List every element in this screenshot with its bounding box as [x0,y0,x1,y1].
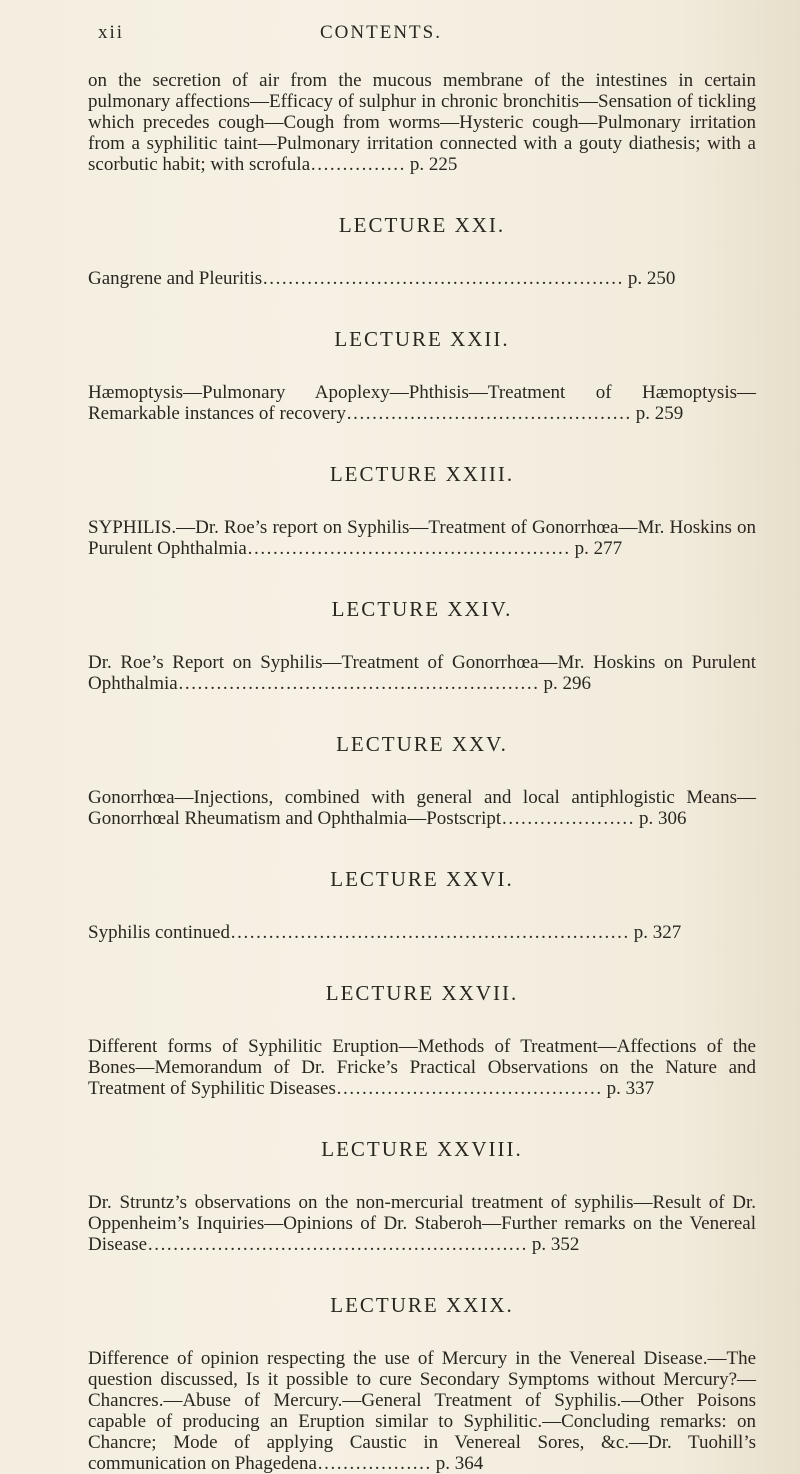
entry-text: Gonorrhœa—Injections, combined with general and local antiphlogistic Means—Gonorrhœal Rheumatism and Ophthalmia—Postscript………………… [88,787,756,829]
intro-entry [88,70,756,175]
page-header [60,22,740,46]
entry-page: p. 337 [606,1078,655,1099]
entry-text: Difference of opinion respecting the use of Mercury in the Venereal Disease.—The question discussed, Is it possible to cure Secondary Symptoms without Mercury?—Chancres.—Abuse of Mercury.—General Treatment of Syphilis.—Other Poisons capable of producing an Eruption similar to Syphilitic.—Concluding remarks: on Chancre; Mode of applying Caustic in Venereal Sores, &c.—Dr. Tuohill’s communication on Phagedena……………… [88,1348,756,1474]
lecture-heading: LECTURE XXI. [338,213,506,237]
lecture-entry [88,922,756,943]
entry-text: Dr. Roe’s Report on Syphilis—Treatment of Gonorrhœa—Mr. Hoskins on Purulent Ophthalmia………………………………………………… [88,652,756,694]
entry-page: p. 259 [635,403,684,424]
lecture-entry [88,1348,756,1474]
lecture-heading: LECTURE XXVIII. [321,1137,523,1161]
entry-text: on the secretion of air from the mucous membrane of the intestines in certain pulmonary affections—Efficacy of sulphur in chronic bronchitis—Sensation of tickling which precedes cough—Cough from worms—Hysteric cough—Pulmonary irritation from a syphilitic taint—Pulmonary irritation connected with a gouty diathesis; with a scorbutic habit; with scrofula…………… [88,70,756,175]
contents-body [88,70,756,1474]
page-number: xii [98,22,125,43]
lecture-heading: LECTURE XXII. [334,327,510,351]
lecture-entry [88,268,756,289]
lecture-heading: LECTURE XXIX. [330,1293,514,1317]
entry-page: p. 277 [574,538,623,559]
entry-page: p. 364 [435,1453,484,1474]
lecture-entry [88,517,756,559]
entry-text: Gangrene and Pleuritis………………………………………………… [88,268,624,289]
lecture-heading: LECTURE XXV. [336,732,508,756]
entry-text: Dr. Struntz’s observations on the non-mercurial treatment of syphilis—Result of Dr. Oppenheim’s Inquiries—Opinions of Dr. Staberoh—Further remarks on the Venereal Disease…………………………………………………… [88,1192,756,1255]
entry-page: p. 352 [531,1234,580,1255]
entry-page: p. 296 [543,673,591,694]
entry-page: p. 250 [627,268,676,289]
lecture-entry [88,1036,756,1099]
lecture-heading: LECTURE XXVII. [325,981,519,1005]
lecture-entry [88,382,756,424]
lecture-entry [88,787,756,829]
entry-text: SYPHILIS.—Dr. Roe’s report on Syphilis—Treatment of Gonorrhœa—Mr. Hoskins on Purulent Ophthalmia…………………………………………… [88,517,756,559]
lecture-heading: LECTURE XXIV. [331,597,513,621]
entry-text: Hæmoptysis—Pulmonary Apoplexy—Phthisis—Treatment of Hæmoptysis—Remarkable instances of recovery……………………………………… [88,382,756,424]
lecture-entry [88,1192,756,1255]
lecture-heading: LECTURE XXIII. [329,462,515,486]
lecture-entry [88,652,756,694]
lecture-heading: LECTURE XXVI. [330,867,514,891]
entry-page: p. 327 [633,922,682,943]
running-head: CONTENTS. [320,22,442,43]
entry-text: Different forms of Syphilitic Eruption—Methods of Treatment—Affections of the Bones—Memorandum of Dr. Fricke’s Practical Observations on the Nature and Treatment of Syphilitic Diseases…………………………………… [88,1036,756,1099]
entry-text: Syphilis continued……………………………………………………… [88,922,629,943]
entry-page: p. 306 [638,808,687,829]
entry-page: p. 225 [409,154,458,175]
